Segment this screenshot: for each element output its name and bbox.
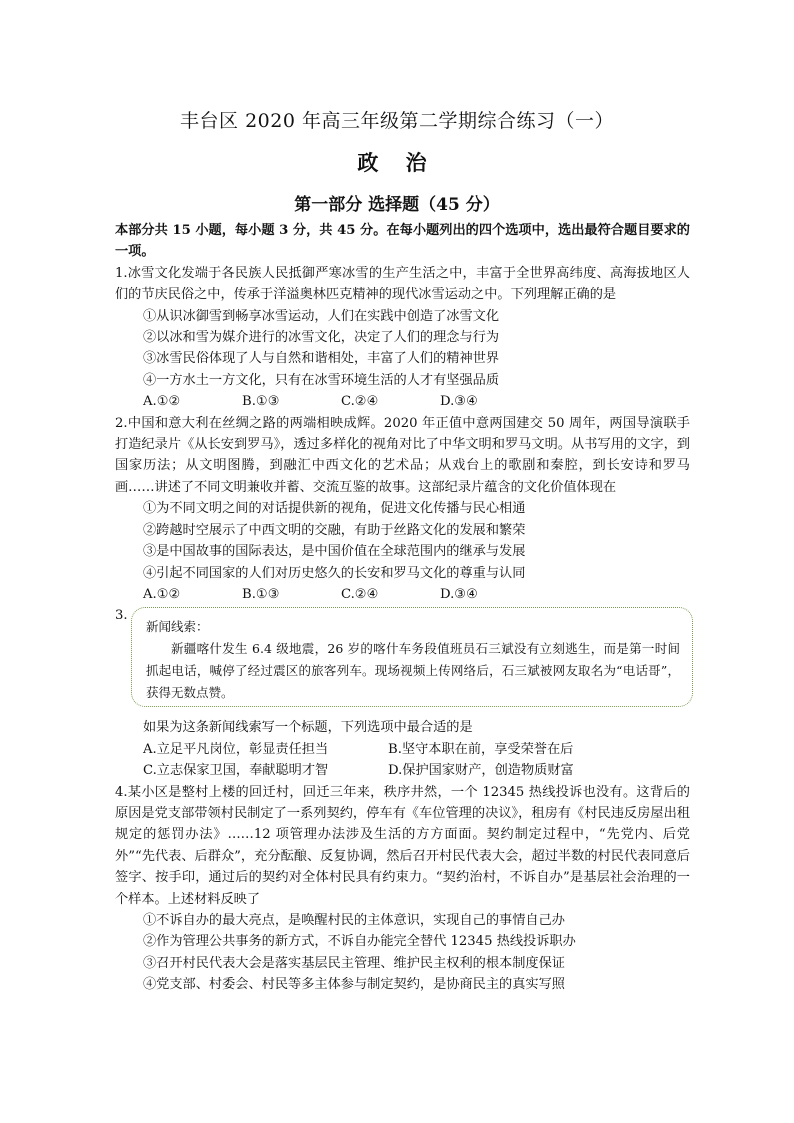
- q2-choices: [115, 584, 690, 605]
- q4-option-1: ①不诉自办的最大亮点，是唤醒村民的主体意识，实现自己的事情自己办: [143, 912, 565, 928]
- q1-stem: 1.冰雪文化发端于各民族人民抵御严寒冰雪的生产生活之中，丰富于全世界高纬度、高海拔地区人们的节庆民俗之中，传承于洋溢奥林匹克精神的现代冰雪运动之中。下列理解正确的是: [115, 265, 690, 303]
- news-clue-box: [131, 607, 693, 707]
- section-title: 第一部分 选择题（45 分）: [294, 195, 500, 215]
- q2-option-1: ①为不同文明之间的对话提供新的视角，促进文化传播与民心相通: [143, 501, 526, 517]
- news-clue-body: 新疆喀什发生 6.4 级地震，26 岁的喀什车务段值班员石三斌没有立刻逃生，而是第一时间抓起电话，喊停了经过震区的旅客列车。现场视频上传网络后，石三斌被网友取名为“电话哥”，获得无数点赞。: [146, 641, 680, 701]
- q1-choice-d: D.③④: [440, 394, 478, 410]
- q4-option-2: ②作为管理公共事务的新方式，不诉自办能完全替代 12345 热线投诉职办: [143, 934, 576, 950]
- q1-choices: [115, 391, 690, 412]
- q3-number: 3.: [115, 608, 128, 624]
- q3-choice-a: A.立足平凡岗位，彰显责任担当: [143, 741, 329, 757]
- q2-option-4: ④引起不同国家的人们对历史悠久的长安和罗马文化的尊重与认同: [143, 565, 526, 581]
- exam-content: [115, 220, 690, 996]
- q3-choice-b: B.坚守本职在前，享受荣誉在后: [388, 741, 574, 757]
- q4-option-3: ③召开村民代表大会是落实基层民主管理、维护民主权利的根本制度保证: [143, 955, 565, 971]
- q4-stem: 4.某小区是整村上楼的回迁村，回迁三年来，秩序井然，一个 12345 热线投诉也没有。这背后的原因是党支部带领村民制定了一系列契约，停车有《车位管理的决议》，租房有《村民违反房屋出租规定的惩罚办法》……12 项管理办法涉及生活的方方面面。契约制定过程中，“先党内、后党外”“先代表、后群众”，充分酝酿、反复协调，然后召开村民代表大会，超过半数的村民代表同意后签字、按手印，通过后的契约对全体村民具有约束力。“契约治村，不诉自办”是基层社会治理的一个样本。上述材料反映了: [115, 784, 690, 907]
- q2-option-2: ②跨越时空展示了中西文明的交融，有助于丝路文化的发展和繁荣: [143, 522, 526, 538]
- q2-stem: 2.中国和意大利在丝绸之路的两端相映成辉。2020 年正值中意两国建交 50 周年，两国导演联手打造纪录片《从长安到罗马》，透过多样化的视角对比了中华文明和罗马文明。从书写用的文字，到国家历法；从文明图腾，到融汇中西文化的艺术品；从戏台上的歌剧和秦腔，到长安诗和罗马画……讲述了不同文明兼收并蓄、交流互鉴的故事。这部纪录片蕴含的文化价值体现在: [115, 415, 690, 495]
- q3-choice-c: C.立志保家卫国，奉献聪明才智: [143, 763, 329, 779]
- q2-choice-c: C.②④: [341, 586, 379, 602]
- q3-stem: 如果为这条新闻线索写一个标题，下列选项中最合适的是: [143, 720, 473, 736]
- q1-option-3: ③冰雪民俗体现了人与自然和谐相处，丰富了人们的精神世界: [143, 351, 500, 367]
- q3-choices-row-1: [115, 739, 690, 760]
- q2-choice-d: D.③④: [440, 586, 478, 602]
- q1-choice-c: C.②④: [341, 394, 379, 410]
- q1-option-2: ②以冰和雪为媒介进行的冰雪文化，决定了人们的理念与行为: [143, 330, 500, 346]
- q3-choices-row-2: [115, 760, 690, 781]
- q2-choice-a: A.①②: [143, 586, 181, 602]
- q1-choice-a: A.①②: [143, 394, 181, 410]
- q4-option-4: ④党支部、村委会、村民等多主体参与制定契约，是协商民主的真实写照: [143, 977, 565, 993]
- q2-choice-b: B.①③: [242, 586, 280, 602]
- instructions: 本部分共 15 小题，每小题 3 分，共 45 分。在每小题列出的四个选项中，选出最符合题目要求的一项。: [115, 223, 690, 260]
- q3-choice-d: D.保护国家财产，创造物质财富: [388, 763, 574, 779]
- q1-option-1: ①从识冰御雪到畅享冰雪运动，人们在实践中创造了冰雪文化: [143, 308, 500, 324]
- exam-title: 丰台区 2020 年高三年级第二学期综合练习（一）: [180, 110, 614, 132]
- q1-option-4: ④一方水土一方文化，只有在冰雪环境生活的人才有坚强品质: [143, 372, 500, 388]
- q2-option-3: ③是中国故事的国际表达，是中国价值在全球范围内的继承与发展: [143, 544, 526, 560]
- news-clue-title: 新闻线索：: [146, 619, 209, 635]
- subject-title: 政 治: [357, 150, 437, 175]
- q1-choice-b: B.①③: [242, 394, 280, 410]
